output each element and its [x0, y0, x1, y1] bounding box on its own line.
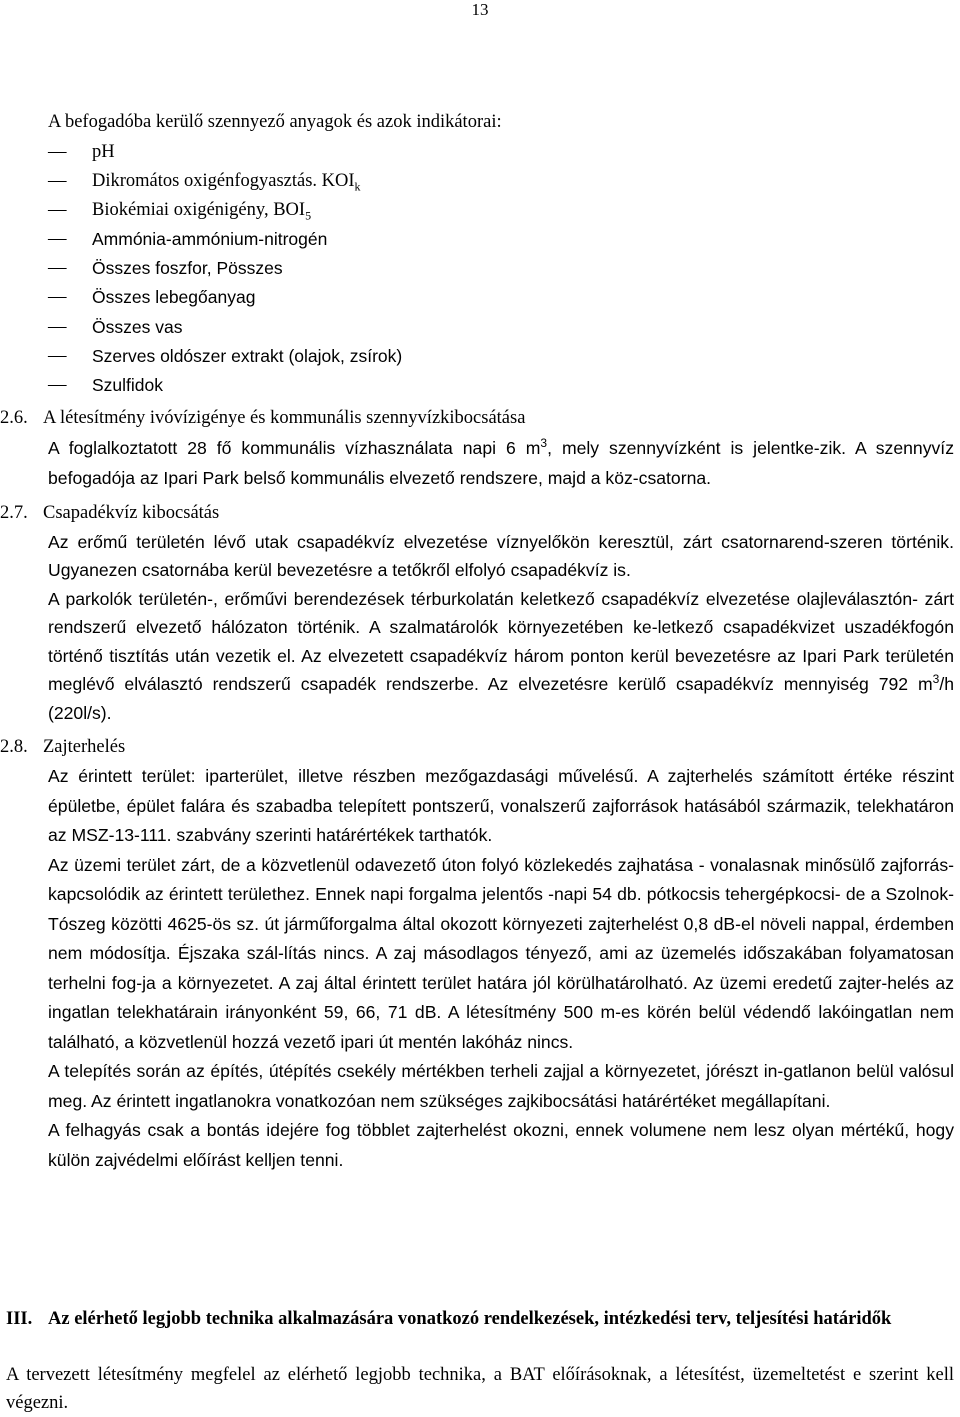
dash-icon: —: [48, 316, 67, 337]
section-paragraph: Az erőmű területén lévő utak csapadékvíz elvezetése víznyelőkön keresztül, zárt csatornarend-szeren történik. Ugyanezen csatornába kerül bevezetésre a tetőkről elfolyó csapadékvíz is.: [48, 531, 954, 581]
dash-icon: —: [48, 345, 67, 366]
section-2-8: [0, 733, 954, 1175]
section-title: A létesítmény ivóvízigénye és kommunális szennyvízkibocsátása: [43, 407, 526, 428]
dash-icon: —: [48, 374, 67, 395]
chapter-number: III.: [6, 1309, 33, 1329]
list-item: — Összes foszfor, Pösszes: [48, 254, 954, 283]
list-item: — Biokémiai oxigénigény, $BOI_5$: [48, 196, 954, 225]
section-number: 2.7.: [0, 502, 28, 523]
section-heading: [0, 404, 954, 433]
section-paragraph: A felhagyás csak a bontás idejére fog többlet zajterhelést okozni, ennek volumene nem lesz olyan mértékű, hogy külön zajvédelmi előírást kelljen tenni.: [48, 1120, 954, 1170]
list-item: — Szerves oldószer extrakt (olajok, zsírok): [48, 342, 954, 371]
list-item: — Szulfidok: [48, 371, 954, 400]
section-paragraph: A parkolók területén-, erőművi berendezések térburkolatán keletkező csapadékvíz elvezetése olajleválasztón- zárt rendszerű elvezető hálózaton történik. A szalmatárolók környezetében ke-letkező csapadékvizet uszadékfogón történő tisztítás után vezetik el. Az elvezetett csapadékvíz három ponton kerül bevezetésre az Ipari Park területén meglévő elválasztó rendszerű csapadék rendszerbe. Az elvezetésre kerülő csapadékvíz mennyiség 792 $m^3/h$ (220l/s).: [48, 588, 954, 723]
list-item: — Összes lebegőanyag: [48, 283, 954, 312]
dash-icon: —: [48, 229, 67, 250]
document-body: [0, 108, 954, 1175]
chapter-paragraph: A tervezett létesítmény megfelel az elérhető legjobb technika, a BAT előírásoknak, a létesítést, üzemeltetést e szerint kell végezni.: [6, 1365, 954, 1413]
section-2-6: [0, 404, 954, 494]
section-paragraph: A telepítés során az építés, útépítés csekély mértékben terheli zajjal a környezetet, jórészt in-gatlanon belül valósul meg. Az érintett ingatlanokra vonatkozóan nem szükséges zajkibocsátási határértéket megállapítani.: [48, 1061, 954, 1111]
section-number: 2.6.: [0, 407, 28, 428]
dash-icon: —: [48, 171, 67, 192]
dash-icon: —: [48, 287, 67, 308]
dash-icon: —: [48, 142, 67, 162]
dash-icon: —: [48, 200, 67, 221]
list-item: — Ammónia-ammónium-nitrogén: [48, 225, 954, 254]
list-item: — pH: [48, 138, 954, 167]
page-number: 13: [471, 0, 489, 19]
section-paragraph: Az érintett terület: iparterület, illetve részben mezőgazdasági művelésű. A zajterhelés számított értéke részint épületbe, épület falára és szabadba telepített pontszerű, vonalszerű zajforrások hatásából származik, telekhatáron az MSZ-13-111. szabvány szerinti határértékek tarthatók.: [48, 766, 954, 846]
indicator-list: [48, 138, 954, 400]
section-number: 2.8.: [0, 737, 28, 758]
chapter-title: Az elérhető legjobb technika alkalmazására vonatkozó rendelkezések, intézkedési terv, teljesítési határidők: [48, 1309, 892, 1329]
list-item: — Dikromátos oxigénfogyasztás. $KOI_k$: [48, 167, 954, 196]
section-paragraph: A foglalkoztatott 28 fő kommunális vízhasználata napi 6 $m^3$, mely szennyvízként is jelentke-zik. A szennyvíz befogadója az Ipari Park belső kommunális elvezető rendszere, majd a köz-csatorna.: [48, 435, 954, 489]
dash-icon: —: [48, 258, 67, 279]
list-item: — Összes vas: [48, 313, 954, 342]
section-2-7: [0, 499, 954, 728]
section-title: Csapadékvíz kibocsátás: [43, 502, 220, 523]
section-heading: [0, 499, 954, 528]
section-heading: [0, 733, 954, 762]
section-paragraph: Az üzemi terület zárt, de a közvetlenül odavezető úton folyó közlekedés zajhatása - vonalasnak minősülő zajforrás- kapcsolódik az érintett területhez. Ennek napi forgalma jelentős -napi 54 db. pótkocsis tehergépkocsi- de a Szolnok-Tószeg közötti 4625-ös sz. út járműforgalma által okozott környezeti zajterhelést 0,8 dB-el növeli nappal, érdemben nem módosítja. Éjszaka szál-lítás nincs. A zaj másodlagos tényező, ami az üzemelés időszakában folyamatosan terhelni fog-ja a környezetet. A zaj által érintett terület határa jól körülhatárolható. Az üzemi eredetű zajter-helés az ingatlan telekhatárain irányonként 59, 66, 71 dB. A létesítmény 500 m-es körén belül védendő lakóingatlan nem található, a közvetlenül hozzá vezető ipari út mentén lakóház nincs.: [48, 854, 954, 1052]
section-title: Zajterhelés: [43, 737, 126, 758]
indicators-intro: A befogadóba kerülő szennyező anyagok és azok indikátorai:: [48, 112, 502, 132]
